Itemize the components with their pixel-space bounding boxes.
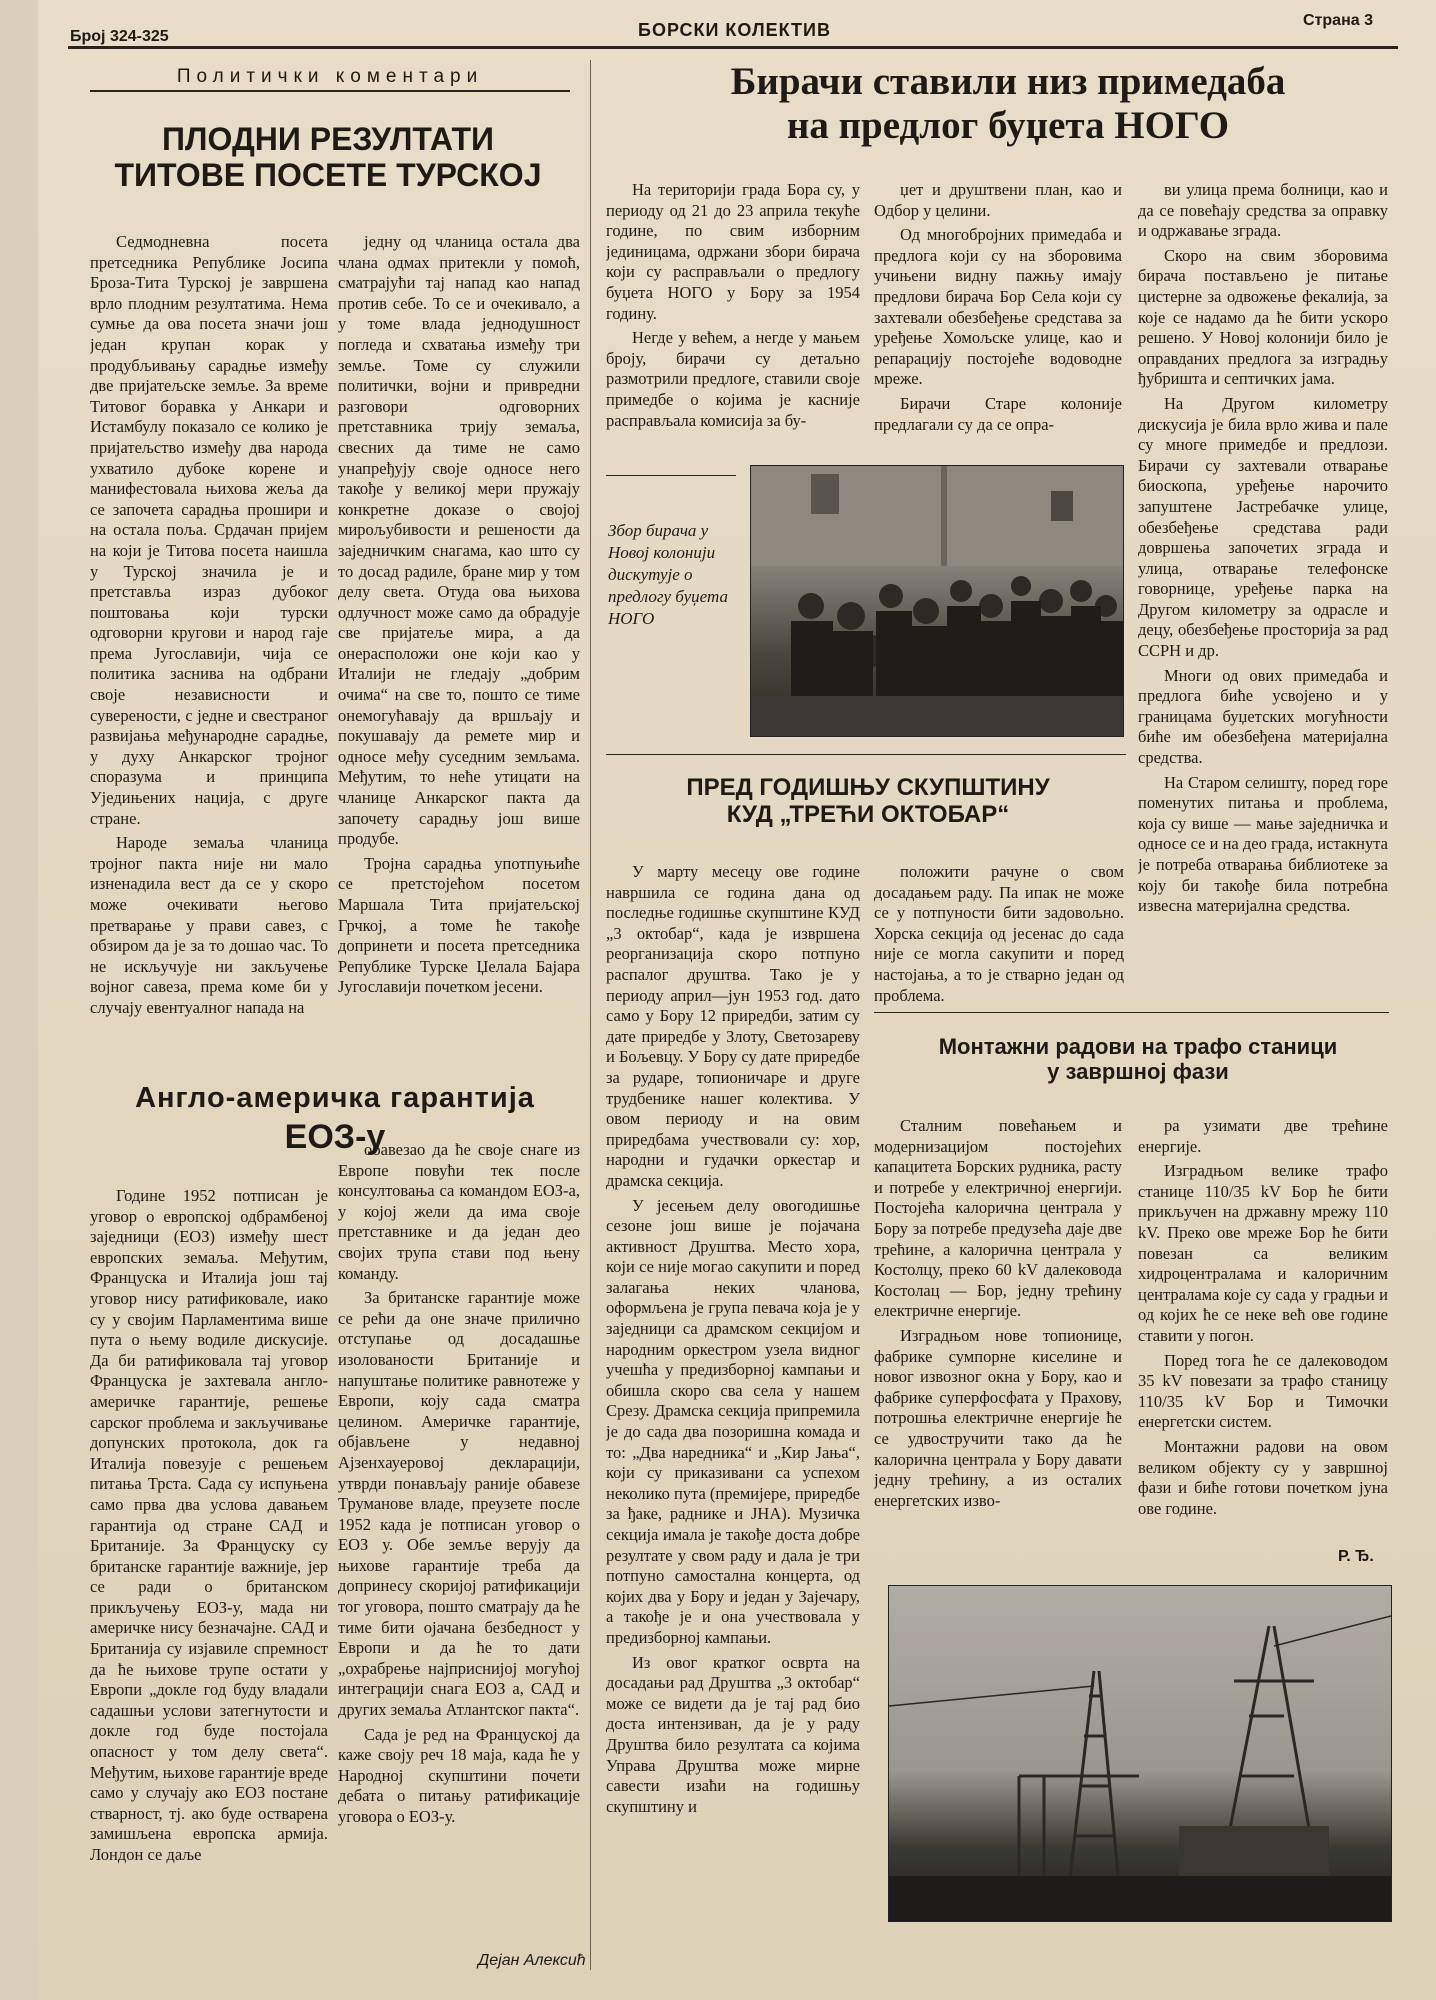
- paragraph: На територији града Бора су, у периоду од 21 до 23 априла текуће године, по свим изборним јединицама, одржани збори бирача који су расправљали о предлогу буџета НОГО у Бору за 1954 годину.: [606, 180, 860, 323]
- article3-column-1: [606, 180, 860, 445]
- paragraph: Народе земаља чланица тројног пакта није ни мало изненадила вест да се у скоро може очекивати његово претварање у прави савез, с обзиром да је за то дошао час. То не искључује ни закључење војног савеза, према коме би у случају евентуалног напада на: [90, 833, 328, 1017]
- headline-line-1: ПЛОДНИ РЕЗУЛТАТИ: [162, 121, 494, 157]
- headline-line-2: у завршној фази: [1047, 1058, 1229, 1084]
- transformer-station-photo: [888, 1585, 1392, 1922]
- transformer-station-illustration: [889, 1586, 1391, 1921]
- paragraph: џет и друштвени план, као и Одбор у целини.: [874, 180, 1122, 220]
- headline-line-2: на предлог буџета НОГО: [786, 103, 1230, 147]
- section-rule-2: [874, 1012, 1389, 1013]
- paragraph: Изградњом нове топионице, фабрике сумпорне киселине и новог извозног окна у Бору, као и фабрике суперфосфата у Прахову, потрошња електричне енергије ће се удвостручити тако да ће калорична централа у Бору давати једну трећину, а из осталих енергетских изво-: [874, 1325, 1122, 1510]
- article5-column-2: [1138, 1116, 1388, 1568]
- paragraph: ви улица према болници, као и да се повећају средства за оправку и одржавање зграда.: [1138, 180, 1388, 241]
- headline-line-2: КУД „ТРЕЋИ ОКТОБАР“: [726, 800, 1010, 828]
- paragraph: Седмодневна посета претседника Републике Јосипа Броза-Тита Турској је завршена врло плодним резултатима. Нема сумње да ова посета значи још један крупан корак у продубљивању сарадње између две пријатељске земље. За време Титовог боравка у Анкари и Истамбулу показало се колико је пријатељство између два народа ухватило дубоке корене и манифестовала њихова жеља да се започета сарадња прошири и на остала поља. Срдачан пријем на који је Титова посета наишла у Турској значила је и претставља израз дубоког поштовања који турски одговорни кругови и народ гаје према Југославији, чија се политика заснива на одбрани своје независности и суверености, с једне и свестраног развијања међународне сарадње, у духу Анкарског тројног споразума и принципа Уједињених нација, с друге стране.: [90, 232, 328, 828]
- kicker-political-commentary: Политички коментари: [90, 66, 570, 92]
- headline-line-1: Бирачи ставили низ примедаба: [730, 60, 1286, 103]
- issue-number: Број 324-325: [70, 28, 169, 45]
- headline-kud: [638, 775, 1098, 829]
- headline-budget: [638, 60, 1378, 147]
- headline-transformer: [938, 1035, 1338, 1084]
- author-initials: Р. Ђ.: [1338, 1548, 1374, 1565]
- voters-meeting-illustration: [751, 466, 1123, 736]
- voters-meeting-photo: [750, 465, 1124, 737]
- paragraph: У јесењем делу овогодишње сезоне још више је појачана активност Друштва. Место хора, који се није могао сакупити и поред залагања неких чланова, оформљена је група певача која је у заједници са драмском секцијом и народним оркестром узела видног учешћа у предизборној кампањи и обишла скоро сва села у нашем Срезу. Драмска секција припремила је до сада два позоришна комада и то: „Два наредника“ и „Кир Јања“, који су приказивани са успехом неколико пута (премијере, приредбе за ђаке, раднике и ЈНА). Музичка секција имала је такође доста добре резултате у свом раду и дала је три потпуно самостална концерта, од којих два у Бору и један у Зајечару, а такође је и она учествовала у предизборној кампањи.: [606, 1195, 860, 1647]
- paragraph: ра узимати две трећине енергије.: [1138, 1116, 1388, 1156]
- article3-column-2: [874, 180, 1122, 445]
- paragraph: У марту месецу ове године навршила се година дана од последње годишње скупштине КУД „3 октобар“, када је извршена реорганизација скоро потпуно распалог друштва. Тако је у периоду април—јун 1953 год. дато само у Бору 12 приредби, затим су дате приредбе у Злоту, Светозареву и Бољевцу. У Бору су дате приредбе за рударе, топионичаре и друге трудбенике нашег колектива. У овом периоду и на овим приредбама учествовали су: хор, народни и гудачки оркестар и драмска секција.: [606, 862, 860, 1190]
- paragraph: Од многобројних примедаба и предлога који су на зборовима учињени видну пажњу имају предлови бирача Бор Села који су захтевали обезбеђење средстава за уређење Хомољске улице, као и репарацију постојеће водоводне мреже.: [874, 225, 1122, 389]
- newspaper-page: [38, 0, 1436, 2000]
- paragraph: Скоро на свим зборовима бирача постављено је питање цистерне за одвожење фекалија, за које се надамо да ће бити ускоро решено. У Новој колонији било је оправданих предлога за изградњу ђубришта и септичких јама.: [1138, 245, 1388, 389]
- paragraph: Монтажни радови на овом великом објекту су у завршној фази и биће готови почетком јуна ове године.: [1138, 1436, 1388, 1518]
- paragraph: Бирачи Старе колоније предлагали су да се опра-: [874, 393, 1122, 434]
- paragraph: Изградњом велике трафо станице 110/35 kV Бор ће бити прикључен на државну мрежу 110 kV. Преко ове мреже Бор ће бити повезан са великим хидроцентралама и калоричним централама које су сада у градњи и од којих ће се неке већ ове године ставити у погон.: [1138, 1161, 1388, 1345]
- caption-rule: [606, 475, 736, 476]
- paragraph: Сталним повећањем и модернизацијом постојећих капацитета Борских рудника, расту и потребе у електричној енергији. Постојећа калорична централа у Бору за потребе предузећа даје две трећине, а калорична централа у Костолцу, преко 60 kV далековода Костолац — Бор, једну трећину електричне енергије.: [874, 1116, 1122, 1321]
- paragraph: положити рачуне о свом досадањем раду. Па ипак не може се у потпуности бити задовољно. Хорска секција од јесенас до сада није се могла сакупити и поред настојања, а то је стварно један од проблема.: [874, 862, 1124, 1005]
- paragraph: На Старом селишту, поред горе поменутих питања и проблема, која су више — мање заједничка и односе се и на део града, истакнута је потреба отварања библиотеке за коју би такође била потребна извесна материјална средства.: [1138, 772, 1388, 916]
- paragraph: Негде у већем, а негде у мањем броју, бирачи су детаљно размотрили предлоге, ставили своје примедбе о којима је касније расправљала комисија за бу-: [606, 328, 860, 430]
- article5-column-1: [874, 1116, 1122, 1568]
- column-divider: [590, 60, 591, 1970]
- photo-caption: Збор бирача у Новој колонији дискутује о предлогу буџета НОГО: [608, 521, 728, 628]
- paragraph: За британске гарантије може се рећи да оне значе прилично отступање од досадашње изолованости Британије и напуштање политике равнотеже у Европи, коју сада сматра целином. Америчке гарантије, објављене у недавној Ајзенхауеровој декларацији, утврди понављају раније обавезе Трумановe владе, преузете после 1952 када је потписан уговор о ЕОЗ у. Обе земље верују да њихове гарантије треба да допринесу скоријој ратификацији тог уговора, пошто сматрају да ће тиме бити ојачана безбедност у Европи и да ће то дати „охрабрење најприснијој могућој интеграцији снага ЕОЗ а, САД и других земаља Атлантског пакта“.: [338, 1288, 580, 1720]
- headline-line-1: Англо-америчка гарантија: [135, 1082, 535, 1114]
- paragraph: Године 1952 потписан је уговор о европској одбрамбеној заједници (ЕОЗ) између шест европских земаља. Међутим, Француска и Италија још тај уговор нису ратификовале, иако су у својим Парламентима више пута о њему водиле дискусије. Да би ратификовала тај уговор Француска је захтевала англо-америчке гарантије, решење сарског проблема и закључивање допунских протокола, док га Италија повезује с решењем питања Трста. Сада су испуњена само прва два услова давањем гарантија од стране САД и Британије. За Француску су британске гарантије важније, јер се ради о британском прикључењу ЕОЗ-у, мада ни америчке нису безначајне. САД и Британија су изјавиле спремност да ће њихове трупе остати у Европи „докле год буду владали садашњи услови затегнутости и докле год буде постојала опасност у том делу света“. Међутим, њихове гарантије вреде само у случају ако ЕОЗ постане стварност, тј. ако буде остварена замишљена европска армија. Лондон се даље: [90, 1186, 328, 1864]
- paragraph: Сада је ред на Француској да каже своју реч 18 маја, када ће у Народној скупштини почети дебата о питању ратификације уговора о ЕОЗ-у.: [338, 1724, 580, 1826]
- article3-column-3: [1138, 180, 1388, 1002]
- author-signature: Дејан Алексић: [478, 1952, 586, 1969]
- headline-tito-visit: [98, 122, 558, 194]
- paragraph: Многи од ових примедаба и предлога биће усвојено и у границама буџетских могућности биће им обезбеђена материјална средства.: [1138, 665, 1388, 768]
- paragraph: једну од чланица остала два члана одмах притекли у помоћ, сматрајући тај напад као напад против себе. То се и очекивало, а у томе влада једнодушност погледа и схватања између три земље. Томе су служили политички, војни и привредни разговори одговорних претставника трију земаља, свесних да тиме не само унапређују своје односе него такође у великој мери пружају конкретне доказе о својој мирољубивости и решености да заједничким снагама, као што су то досад радиле, бране мир у том делу света. Отуда ова њихова одлучност може само да обрадује све пријатеље мира, а да онерасположи оне који као у Италији не гледају „добрим очима“ на све то, пошто се тиме онемогућавају да вршљају и покушавају да ремете мир и односе међу суседним земљама. Међутим, то неће утицати на чланице Анкарског пакта да започету сарадњу још више продубе.: [338, 232, 580, 849]
- article4-column-2: [874, 862, 1124, 1007]
- headline-line-1: ПРЕД ГОДИШЊУ СКУПШТИНУ: [686, 774, 1050, 801]
- paragraph: На Другом километру дискусија је била врло жива и пале су многе примедбе и предлози. Бирачи су захтевали отварање биоскопа, уређење нарочито запуштене Јастребачке улице, обезбеђење средстава ради довршења започетих зграда и улица, отварање телефонске говорнице, уређење парка на Другом километру за одрасле и децу, обезбеђење просторија за рад ССРН и др.: [1138, 393, 1388, 661]
- paragraph: Из овог кратког осврта на досадањи рад Друштва „3 октобар“ може се видети да је тај рад био доста интензиван, да је у раду Друштва било резултата са којима Управа Друштва може мирне савести изаћи на годишњу скупштину и: [606, 1652, 860, 1816]
- headline-line-2: ЕОЗ-у: [284, 1118, 386, 1157]
- article2-column-1: [90, 1186, 328, 1971]
- headline-line-2: ТИТОВЕ ПОСЕТЕ ТУРСКОЈ: [114, 156, 542, 193]
- paragraph: Тројна сарадња употпуњиће се претстојећом посетом Маршала Тита пријатељској Грчкој, а томе ће такође допринети и посета претседника Републике Турске Џелала Бајара Југославији почетком јесени.: [338, 853, 580, 997]
- paragraph: обавезао да ће своје снаге из Европе повући тек после консултовања са командом ЕОЗ-а, у којој жели да има своје претставнике и да један део својих трупа стави под њену команду.: [338, 1140, 580, 1283]
- article2-column-2: [338, 1140, 580, 1930]
- section-rule: [606, 754, 1126, 755]
- article4-column-1: [606, 862, 860, 1968]
- article1-column-1: [90, 232, 328, 1047]
- article1-column-2: [338, 232, 580, 1047]
- paper-name: БОРСКИ КОЛЕКТИВ: [638, 20, 831, 40]
- page-number: Страна 3: [1303, 12, 1373, 29]
- paragraph: Поред тога ће се далеководом 35 kV повезати за трафо станицу 110/35 kV Бор и Тимочки енергетски систем.: [1138, 1350, 1388, 1432]
- masthead-rule: [68, 46, 1398, 49]
- headline-line-1: Монтажни радови на трафо станици: [938, 1034, 1338, 1059]
